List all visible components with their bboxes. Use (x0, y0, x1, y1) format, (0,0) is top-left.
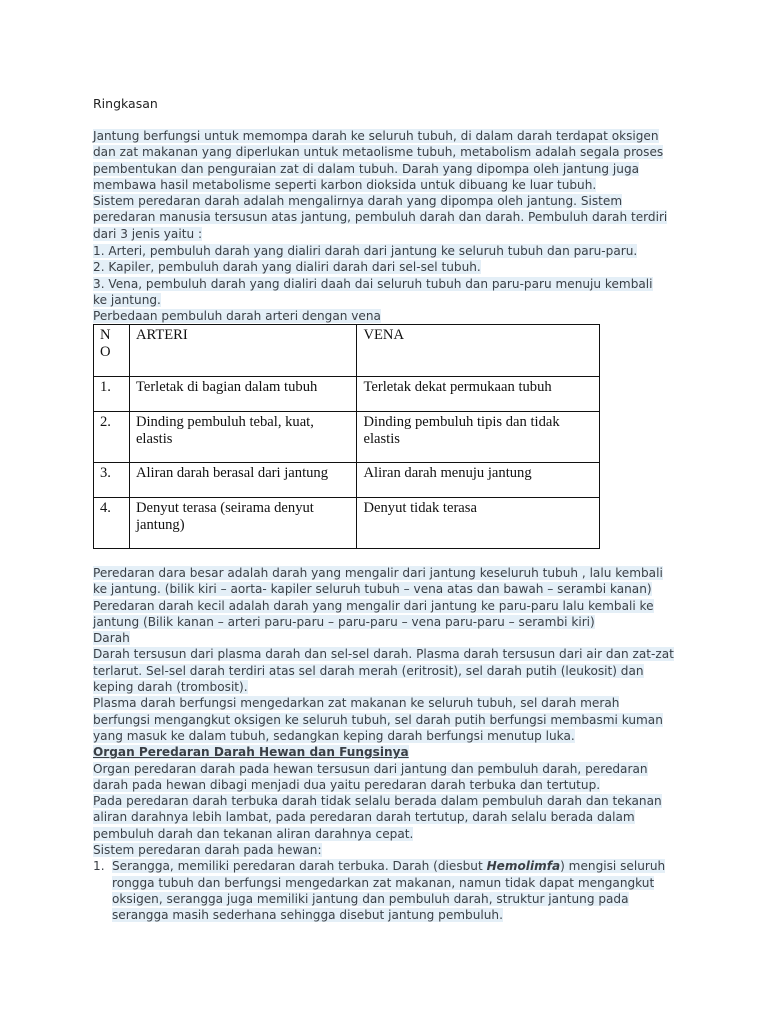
arteri-cell: Aliran darah berasal dari jantung (129, 463, 357, 498)
body-section (93, 565, 678, 924)
list-number: 1. (93, 859, 105, 874)
row-number: 2. (94, 412, 130, 463)
paragraph-peredaran-terbuka: Pada peredaran darah terbuka darah tidak selalu berada dalam pembuluh darah dan tekanan aliran darahnya lebih lambat, pada peredaran darah tertutup, darah selalu berada dalam pembuluh darah dan tekanan aliran darahnya cepat. (93, 794, 662, 841)
vessel-item-arteri: 1. Arteri, pembuluh darah yang dialiri darah dari jantung ke seluruh tubuh dan paru-paru. (93, 244, 638, 258)
vena-cell: Aliran darah menuju jantung (357, 463, 600, 498)
comparison-table (93, 324, 600, 549)
paragraph-organ-peredaran: Organ peredaran darah pada hewan tersusun dari jantung dan pembuluh darah, peredaran darah pada hewan dibagi menjadi dua yaitu peredaran darah terbuka dan tertutup. (93, 761, 648, 792)
vena-cell: Dinding pembuluh tipis dan tidak elastis (357, 412, 600, 463)
table-row (94, 412, 600, 463)
document-title: Ringkasan (93, 96, 158, 111)
vessel-list (93, 243, 653, 324)
paragraph-peredaran-besar: Peredaran dara besar adalah darah yang mengalir dari jantung keseluruh tubuh , lalu kembali ke jantung. (bilik kiri – aorta- kapiler seluruh tubuh – vena atas dan bawah – serambi kanan) (93, 566, 663, 597)
section-heading: Organ Peredaran Darah Hewan dan Fungsinya (93, 745, 409, 760)
table-header-row (94, 325, 600, 377)
paragraph-susunan-darah: Darah tersusun dari plasma darah dan sel-sel darah. Plasma darah tersusun dari air dan zat-zat terlarut. Sel-sel darah terdiri atas sel darah merah (eritrosit), sel darah putih (leukosit) dan keping darah (trombosit). (93, 647, 674, 695)
row-number: 4. (94, 498, 130, 549)
arteri-cell: Denyut terasa (seirama denyut jantung) (129, 498, 357, 549)
header-no: N O (94, 325, 130, 377)
vessel-item-kapiler: 2. Kapiler, pembuluh darah yang dialiri darah dari sel-sel tubuh. (93, 260, 481, 275)
item-emphasis: Hemolimfa (486, 859, 561, 874)
row-number: 3. (94, 463, 130, 498)
paragraph-sistem-hewan: Sistem peredaran darah pada hewan: (93, 843, 322, 858)
vena-cell: Terletak dekat permukaan tubuh (357, 377, 600, 412)
paragraph-fungsi-darah: Plasma darah berfungsi mengedarkan zat makanan ke seluruh tubuh, sel darah merah berfungsi mengangkut oksigen ke seluruh tubuh, sel darah putih berfungsi membasmi kuman yang masuk ke dalam tubuh, sedangkan keping darah berfungsi menutup luka. (93, 696, 663, 743)
table-row (94, 377, 600, 412)
item-text-b: ) mengisi seluruh rongga tubuh dan berfungsi mengedarkan zat makanan, namun tidak dapat mengangkut oksigen, serangga juga memiliki jantung dan pembuluh darah, struktur jantung pada serangga masih sederhana sehingga disebut jantung pembuluh. (112, 859, 666, 923)
item-text-a: Serangga, memiliki peredaran darah terbuka. Darah (diesbut (112, 859, 487, 874)
arteri-cell: Dinding pembuluh tebal, kuat, elastis (129, 412, 357, 463)
header-vena: VENA (357, 325, 600, 377)
vessel-item-vena: 3. Vena, pembuluh darah yang dialiri daah dai seluruh tubuh dan paru-paru menuju kembali ke jantung. (93, 276, 653, 307)
vena-cell: Denyut tidak terasa (357, 498, 600, 549)
table-row (94, 498, 600, 549)
list-item (93, 858, 678, 923)
table-row (94, 463, 600, 498)
animal-list (93, 858, 678, 923)
arteri-cell: Terletak di bagian dalam tubuh (129, 377, 357, 412)
header-arteri: ARTERI (129, 325, 357, 377)
paragraph-peredaran-kecil: Peredaran darah kecil adalah darah yang mengalir dari jantung ke paru-paru lalu kembali ke jantung (Bilik kanan – arteri paru-paru – paru-paru – vena paru-paru – serambi kiri) (93, 598, 654, 629)
intro-section (93, 128, 678, 242)
intro-paragraph-2: Sistem peredaran darah adalah mengalirnya darah yang dipompa oleh jantung. Sistem peredaran manusia tersusun atas jantung, pembuluh darah dan darah. Pembuluh darah terdiri dari 3 jenis yaitu : (93, 194, 668, 241)
intro-paragraph-1: Jantung berfungsi untuk memompa darah ke seluruh tubuh, di dalam darah terdapat oksigen dan zat makanan yang diperlukan untuk metaolisme tubuh, metabolism adalah segala proses pembentukan dan penguraian zat di dalam tubuh. Darah yang dipompa oleh jantung juga membawa hasil metabolisme seperti karbon dioksida untuk dibuang ke luar tubuh. (93, 129, 664, 192)
heading-darah: Darah (93, 631, 130, 646)
table-caption: Perbedaan pembuluh darah arteri dengan vena (93, 309, 381, 324)
row-number: 1. (94, 377, 130, 412)
